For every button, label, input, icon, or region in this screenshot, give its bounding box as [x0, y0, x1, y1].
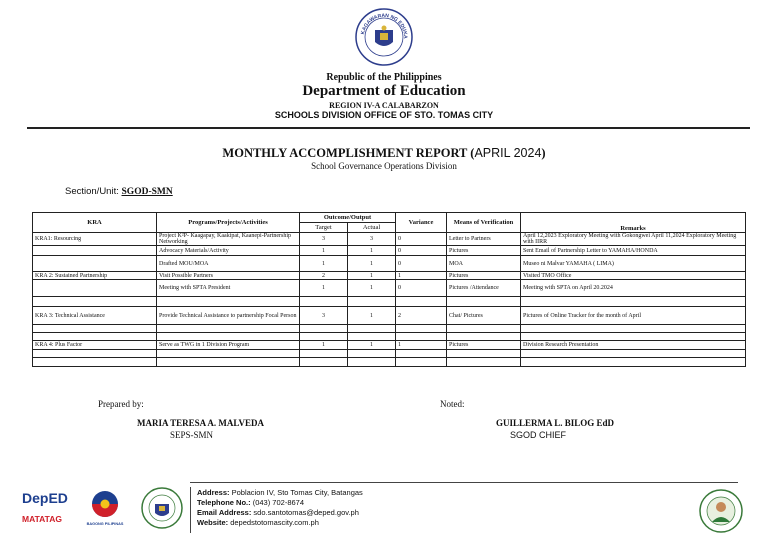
cell-variance: 0	[396, 256, 447, 272]
cell-program	[157, 325, 300, 333]
table-row	[33, 307, 746, 325]
cell-remarks	[521, 350, 746, 358]
report-title-main: MONTHLY ACCOMPLISHMENT REPORT	[222, 146, 468, 160]
cell-actual	[348, 297, 396, 307]
section-value: SGOD-SMN	[121, 187, 173, 197]
cell-remarks	[521, 297, 746, 307]
footer-vertical-divider	[190, 487, 191, 533]
cell-actual	[348, 350, 396, 358]
division-line: SCHOOLS DIVISION OFFICE OF STO. TOMAS CITY	[274, 110, 494, 120]
footer-divider	[190, 482, 738, 483]
table-row	[33, 233, 746, 246]
cell-kra	[33, 297, 157, 307]
cell-actual	[348, 325, 396, 333]
cell-variance	[396, 358, 447, 367]
footer-email: Email Address: sdo.santotomas@deped.gov.ph	[197, 508, 359, 517]
noted-by-name: GUILLERMA L. BILOG EdD	[496, 418, 615, 428]
cell-remarks	[521, 325, 746, 333]
republic-line: Republic of the Philippines	[326, 72, 442, 83]
cell-means: Letter to Partners	[447, 233, 521, 246]
header-means: Means of Verification	[447, 213, 521, 233]
cell-target: 3	[300, 233, 348, 246]
cell-target	[300, 350, 348, 358]
table-row	[33, 246, 746, 256]
cell-means	[447, 350, 521, 358]
cell-actual: 1	[348, 307, 396, 325]
bagong-pilipinas-logo	[85, 488, 125, 528]
cell-remarks: Sent Email of Partnership Letter to YAMAHA/HONDA	[521, 246, 746, 256]
footer-address: Address: Poblacion IV, Sto Tomas City, Batangas	[197, 488, 363, 497]
header-remarks: Remarks	[521, 213, 746, 233]
cell-remarks: April 12,2023 Exploratory Meeting with Gokongwei April 11,2024 Exploratory Meeting with IIRR	[521, 233, 746, 246]
section-label: Section/Unit:	[65, 186, 119, 197]
matatag-wordmark: MATATAG	[22, 514, 62, 524]
cell-actual: 1	[348, 256, 396, 272]
header-variance: Variance	[396, 213, 447, 233]
cell-kra	[33, 350, 157, 358]
cell-kra: KRA 2: Sustained Partnership	[33, 272, 157, 280]
accomplishment-table	[32, 212, 746, 367]
cell-means: Pictures	[447, 272, 521, 280]
cell-means: Pictures /Attendance	[447, 280, 521, 297]
table-row	[33, 325, 746, 333]
cell-actual	[348, 333, 396, 341]
table-row	[33, 341, 746, 350]
cell-target: 1	[300, 246, 348, 256]
division-seal-logo	[140, 486, 184, 530]
bagong-pilipinas-text: BAGONG PILIPINAS	[86, 522, 124, 526]
cell-variance	[396, 333, 447, 341]
seal-text: KAGAWARAN NG EDUKA	[360, 12, 409, 39]
prepared-by-title: SEPS-SMN	[170, 430, 214, 440]
cell-program: Drafted MOU/MOA	[157, 256, 300, 272]
cell-variance: 0	[396, 280, 447, 297]
cell-means: MOA	[447, 256, 521, 272]
cell-program: Visit Possible Partners	[157, 272, 300, 280]
cell-kra: KRA1: Resourcing	[33, 233, 157, 246]
cell-means: Pictures	[447, 341, 521, 350]
cell-actual: 3	[348, 233, 396, 246]
cell-kra	[33, 280, 157, 297]
cell-variance: 2	[396, 307, 447, 325]
cell-remarks: Division Research Presentation	[521, 341, 746, 350]
cell-means	[447, 358, 521, 367]
header-kra: KRA	[33, 213, 157, 233]
region-line: REGION IV-A CALABARZON	[329, 101, 439, 110]
cell-target: 2	[300, 272, 348, 280]
cell-variance: 0	[396, 246, 447, 256]
table-row	[33, 272, 746, 280]
cell-program: Project K²P- Kaagapay, Kaakipat, Kaanepi-Partnership Networking	[157, 233, 300, 246]
cell-actual: 1	[348, 341, 396, 350]
cell-program	[157, 297, 300, 307]
table-row	[33, 358, 746, 367]
deped-matatag-logo	[22, 490, 74, 530]
cell-actual: 1	[348, 246, 396, 256]
cell-remarks: Visited TMO Office	[521, 272, 746, 280]
cell-means	[447, 333, 521, 341]
cell-remarks: Museo ni Malvar YAMAHA ( LIMA)	[521, 256, 746, 272]
cell-remarks	[521, 358, 746, 367]
cell-program: Serve as TWG in 1 Division Program	[157, 341, 300, 350]
cell-means	[447, 325, 521, 333]
cell-target: 1	[300, 256, 348, 272]
header-programs: Programs/Projects/Activities	[157, 213, 300, 233]
cell-variance	[396, 350, 447, 358]
cell-remarks	[521, 333, 746, 341]
cell-means: Chat/ Pictures	[447, 307, 521, 325]
report-subtitle: School Governance Operations Division	[311, 161, 457, 171]
cell-actual: 1	[348, 272, 396, 280]
report-month: APRIL 2024	[474, 146, 542, 160]
footer-website: Website: depedstotomascity.com.ph	[197, 518, 319, 527]
header-actual: Actual	[348, 223, 396, 233]
department-line: Department of Education	[302, 83, 466, 99]
cell-variance: 0	[396, 233, 447, 246]
table-row	[33, 256, 746, 272]
table-row	[33, 350, 746, 358]
cell-target	[300, 333, 348, 341]
cell-remarks: Meeting with SPTA on April 20.2024	[521, 280, 746, 297]
section-unit	[65, 186, 173, 197]
footer-telephone: Telephone No.: (043) 702-8674	[197, 498, 305, 507]
cell-program: Provide Technical Assistance to partnership Focal Person	[157, 307, 300, 325]
header-outcome: Outcome/Output	[300, 213, 396, 223]
cell-remarks: Pictures of Online Tracker for the month of April	[521, 307, 746, 325]
cell-actual	[348, 358, 396, 367]
cell-program	[157, 350, 300, 358]
cell-program	[157, 358, 300, 367]
cell-kra	[33, 358, 157, 367]
table-row	[33, 297, 746, 307]
cell-kra	[33, 246, 157, 256]
cell-actual: 1	[348, 280, 396, 297]
prepared-by-label: Prepared by:	[98, 399, 144, 409]
noted-by-label: Noted:	[440, 399, 465, 409]
report-title: MONTHLY ACCOMPLISHMENT REPORT (APRIL 2024)	[222, 146, 546, 160]
mascot-seal-logo	[698, 488, 744, 534]
cell-means	[447, 297, 521, 307]
cell-kra: KRA 4: Plus Factor	[33, 341, 157, 350]
cell-kra: KRA 3: Technical Assistance	[33, 307, 157, 325]
table-row	[33, 333, 746, 341]
cell-kra	[33, 256, 157, 272]
cell-variance	[396, 325, 447, 333]
cell-kra	[33, 325, 157, 333]
deped-wordmark: DepED	[22, 490, 68, 506]
cell-program: Advocacy Materials/Activity	[157, 246, 300, 256]
cell-target: 3	[300, 307, 348, 325]
cell-target: 1	[300, 280, 348, 297]
deped-seal-logo	[355, 8, 413, 66]
table-row	[33, 280, 746, 297]
cell-program: Meeting with SPTA President	[157, 280, 300, 297]
cell-target: 1	[300, 341, 348, 350]
cell-target	[300, 325, 348, 333]
cell-target	[300, 358, 348, 367]
cell-variance: 1	[396, 272, 447, 280]
noted-by-title: SGOD CHIEF	[510, 430, 567, 440]
cell-kra	[33, 333, 157, 341]
cell-program	[157, 333, 300, 341]
cell-variance	[396, 297, 447, 307]
cell-target	[300, 297, 348, 307]
header-target: Target	[300, 223, 348, 233]
prepared-by-name: MARIA TERESA A. MALVEDA	[137, 418, 265, 428]
cell-means: Pictures	[447, 246, 521, 256]
cell-variance: 1	[396, 341, 447, 350]
header-divider	[27, 127, 750, 129]
